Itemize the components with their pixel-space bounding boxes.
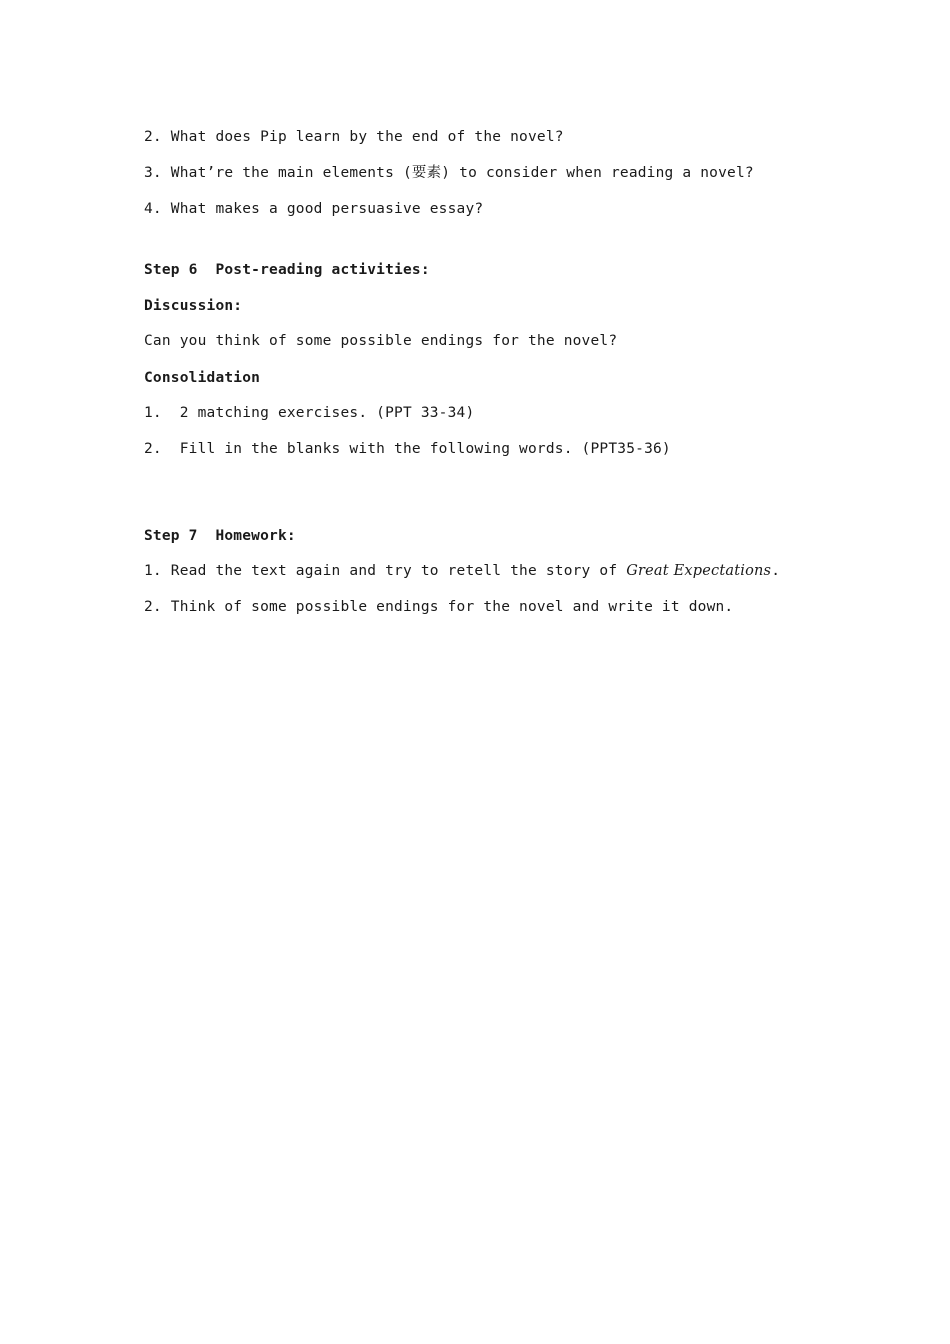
homework-item-1	[144, 561, 780, 581]
book-title: Great Expectations	[626, 563, 772, 579]
homework-item-2: 2. Think of some possible endings for the novel and write it down.	[144, 599, 734, 615]
homework-item-1-text: 1. Read the text again and try to retell the story of	[144, 563, 627, 579]
consolidation-heading: Consolidation	[144, 370, 261, 386]
consolidation-item-2: 2. Fill in the blanks with the following words. (PPT35-36)	[144, 441, 671, 457]
step7-heading: Step 7 Homework:	[144, 528, 296, 544]
question-3: 3. What’re the main elements (要素) to consider when reading a novel?	[144, 165, 754, 181]
discussion-text: Can you think of some possible endings for the novel?	[144, 333, 618, 349]
discussion-heading: Discussion:	[144, 298, 243, 314]
question-2: 2. What does Pip learn by the end of the novel?	[144, 129, 564, 145]
homework-item-1-end: .	[771, 563, 781, 579]
question-4: 4. What makes a good persuasive essay?	[144, 201, 484, 217]
step6-heading: Step 6 Post-reading activities:	[144, 262, 430, 278]
consolidation-item-1: 1. 2 matching exercises. (PPT 33-34)	[144, 405, 475, 421]
